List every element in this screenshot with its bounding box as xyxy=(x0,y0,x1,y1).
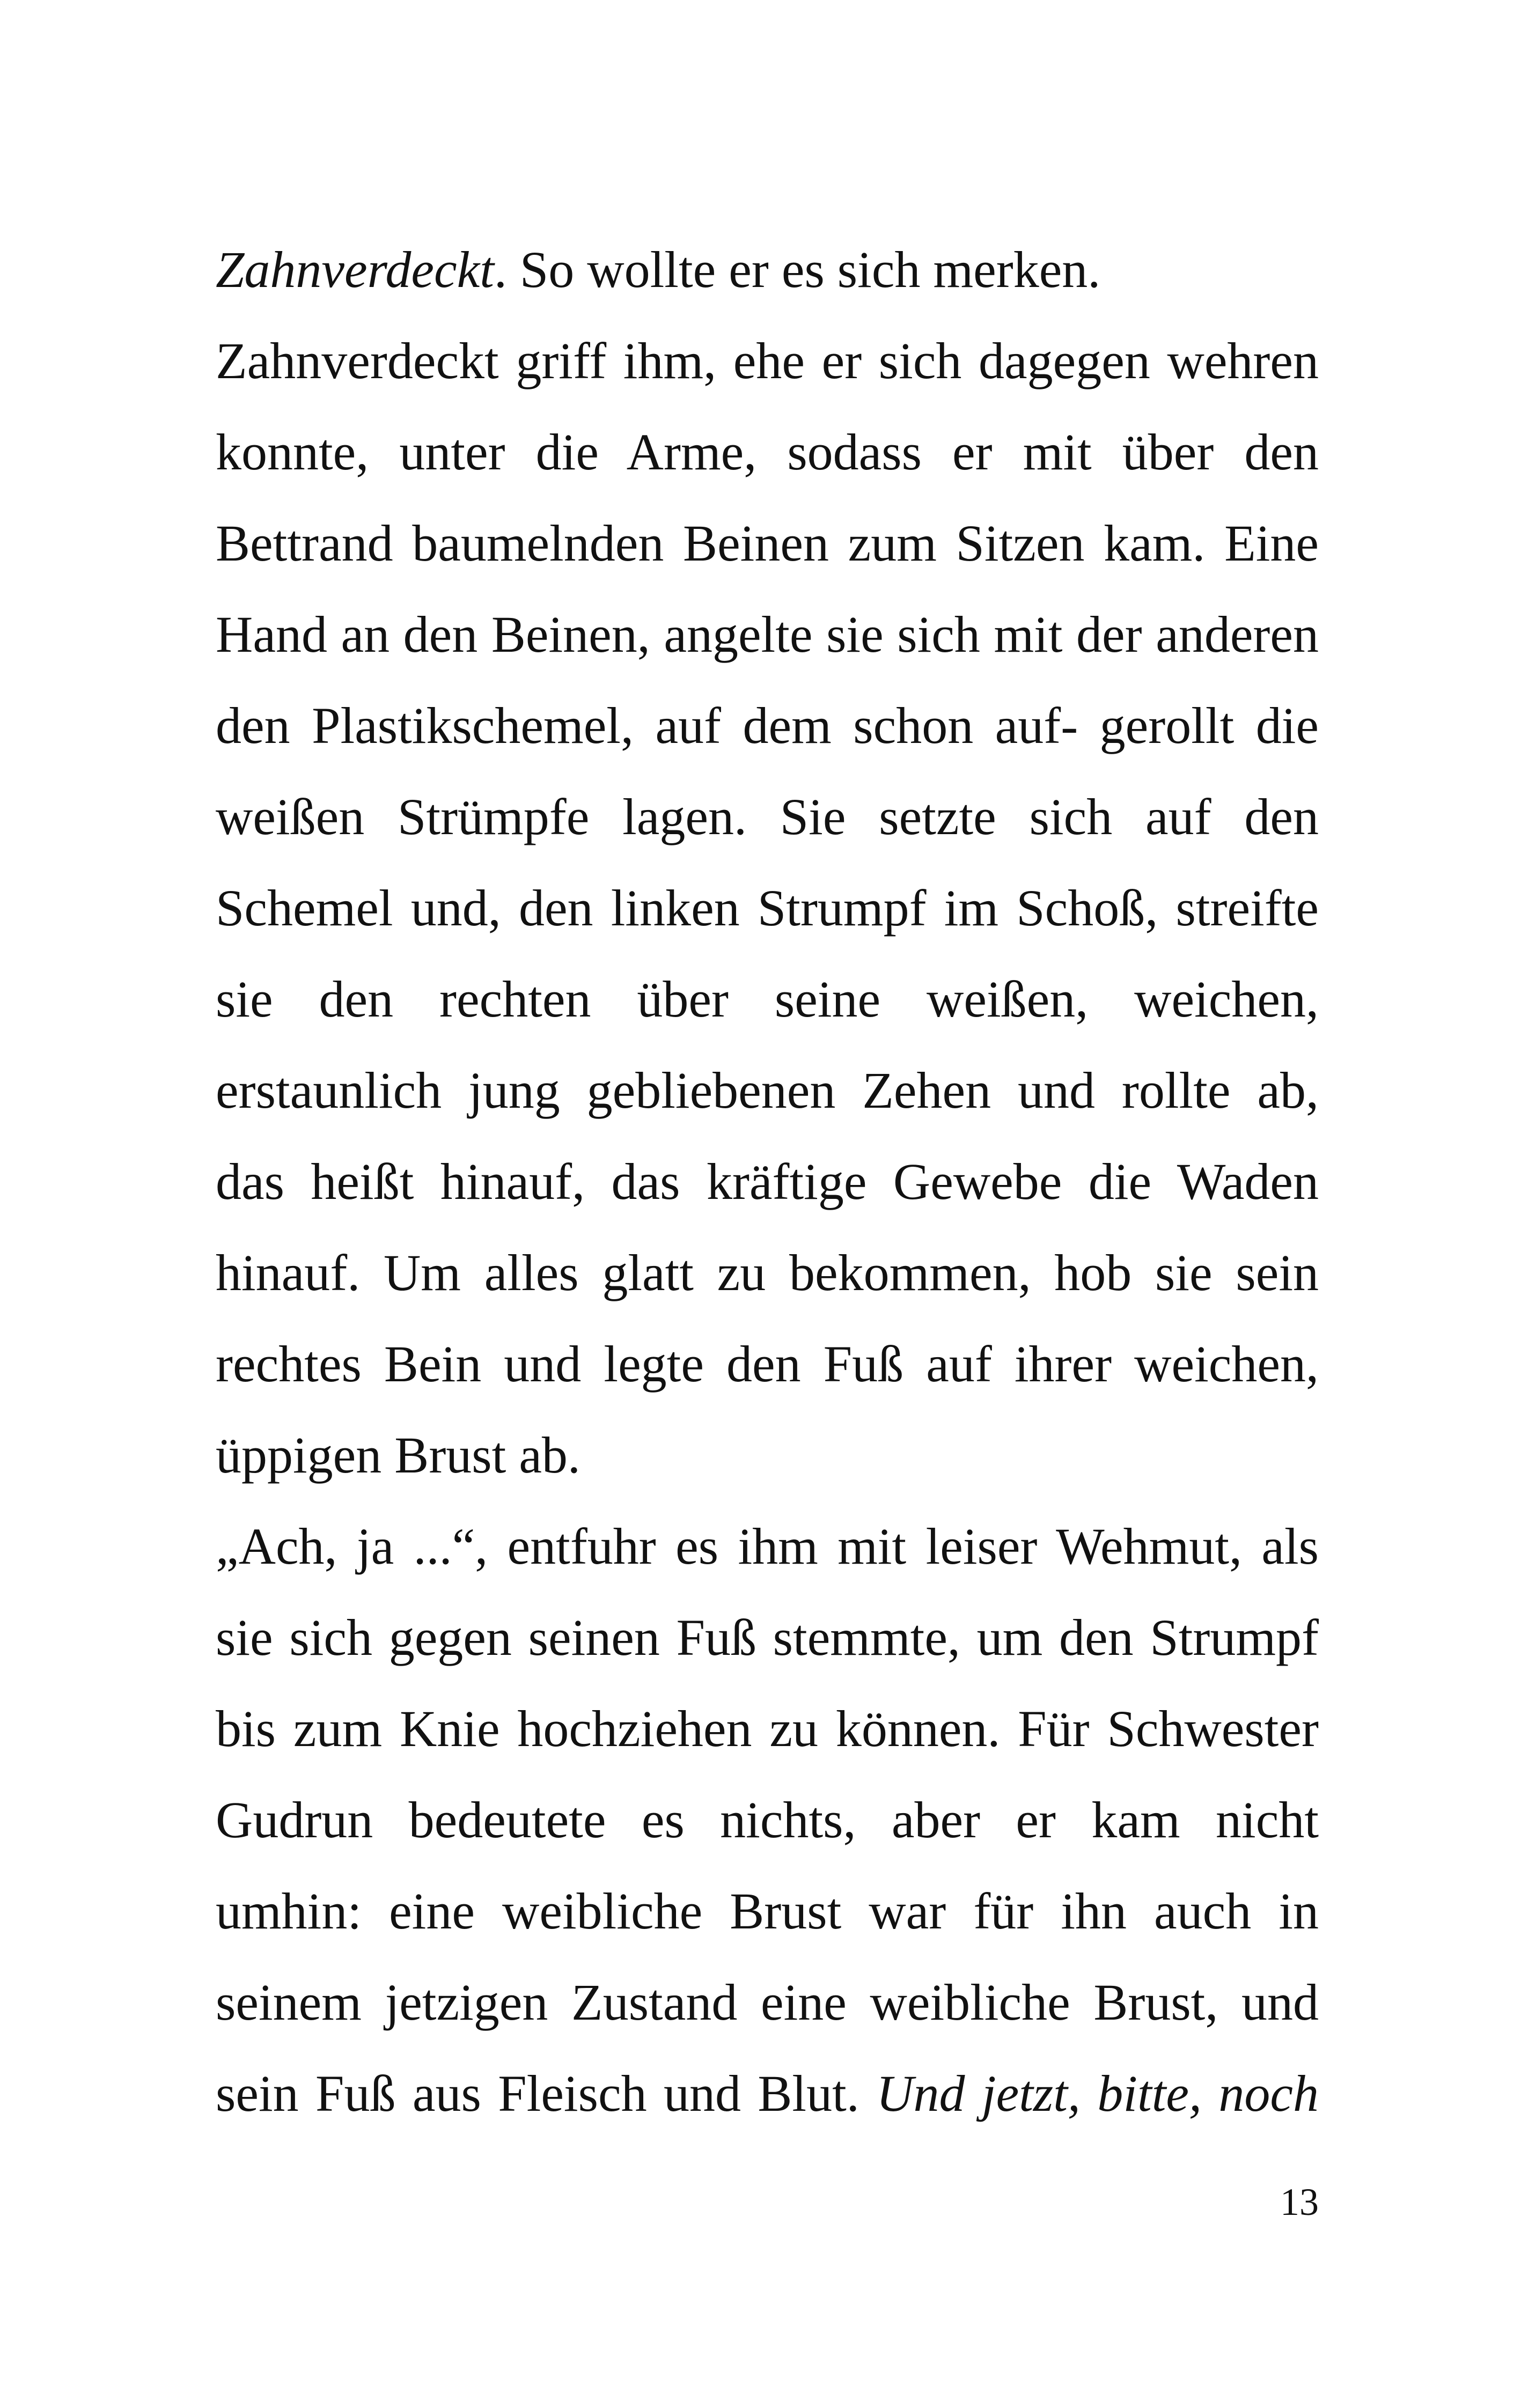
text-segment: das heißt hinauf, das kräftige Gewebe die Waden xyxy=(216,1153,1319,1210)
text-segment: umhin: eine weibliche Brust war für ihn auch in xyxy=(216,1882,1319,1940)
text-line xyxy=(216,771,1319,863)
text-segment: den Plastikschemel, auf dem schon auf- gerollt die xyxy=(216,697,1319,754)
text-line xyxy=(216,224,1319,315)
text-segment: sie den rechten über seine weißen, weichen, xyxy=(216,970,1319,1028)
text-line xyxy=(216,1319,1319,1410)
text-line xyxy=(216,1410,1319,1501)
text-line xyxy=(216,315,1319,407)
text-line xyxy=(216,1957,1319,2048)
text-segment: „Ach, ja ...“, entfuhr es ihm mit leiser Wehmut, als xyxy=(216,1518,1319,1575)
text-segment: seinem jetzigen Zustand eine weibliche Brust, und xyxy=(216,1973,1319,2031)
text-line xyxy=(216,1866,1319,1957)
page-number: 13 xyxy=(1280,2181,1319,2223)
text-segment: Gudrun bedeutete es nichts, aber er kam nicht xyxy=(216,1791,1319,1849)
text-segment: . So wollte er es sich merken. xyxy=(494,241,1101,298)
text-segment: rechtes Bein und legte den Fuß auf ihrer weichen, xyxy=(216,1335,1319,1393)
text-segment: erstaunlich jung gebliebenen Zehen und rollte ab, xyxy=(216,1062,1319,1119)
text-line xyxy=(216,1136,1319,1227)
text-line xyxy=(216,1501,1319,1592)
text-segment: üppigen Brust ab. xyxy=(216,1426,581,1484)
text-segment: Bettrand baumelnden Beinen zum Sitzen kam. Eine xyxy=(216,514,1319,572)
text-segment: konnte, unter die Arme, sodass er mit über den xyxy=(216,423,1319,481)
text-line xyxy=(216,680,1319,771)
text-segment: Zahnverdeckt griff ihm, ehe er sich dagegen wehren xyxy=(216,332,1319,389)
text-segment: sein Fuß aus Fleisch und Blut. xyxy=(216,2065,877,2122)
text-line xyxy=(216,1774,1319,1866)
text-line xyxy=(216,407,1319,498)
italic-text: Und jetzt, bitte, noch xyxy=(876,2065,1319,2122)
text-segment: sie sich gegen seinen Fuß stemmte, um den Strumpf xyxy=(216,1609,1319,1666)
text-line xyxy=(216,1683,1319,1774)
body-text xyxy=(216,224,1319,2139)
text-line xyxy=(216,498,1319,589)
text-line xyxy=(216,589,1319,680)
text-segment: bis zum Knie hochziehen zu können. Für Schwester xyxy=(216,1700,1319,1757)
italic-text: Zahnverdeckt xyxy=(216,241,494,298)
text-segment: hinauf. Um alles glatt zu bekommen, hob sie sein xyxy=(216,1244,1319,1301)
text-segment: Schemel und, den linken Strumpf im Schoß, streifte xyxy=(216,879,1319,937)
text-line xyxy=(216,1592,1319,1683)
text-line xyxy=(216,1227,1319,1319)
text-line xyxy=(216,1045,1319,1136)
text-segment: Hand an den Beinen, angelte sie sich mit der anderen xyxy=(216,606,1319,663)
text-line xyxy=(216,2048,1319,2139)
text-line xyxy=(216,954,1319,1045)
text-line xyxy=(216,863,1319,954)
text-segment: weißen Strümpfe lagen. Sie setzte sich auf den xyxy=(216,788,1319,845)
